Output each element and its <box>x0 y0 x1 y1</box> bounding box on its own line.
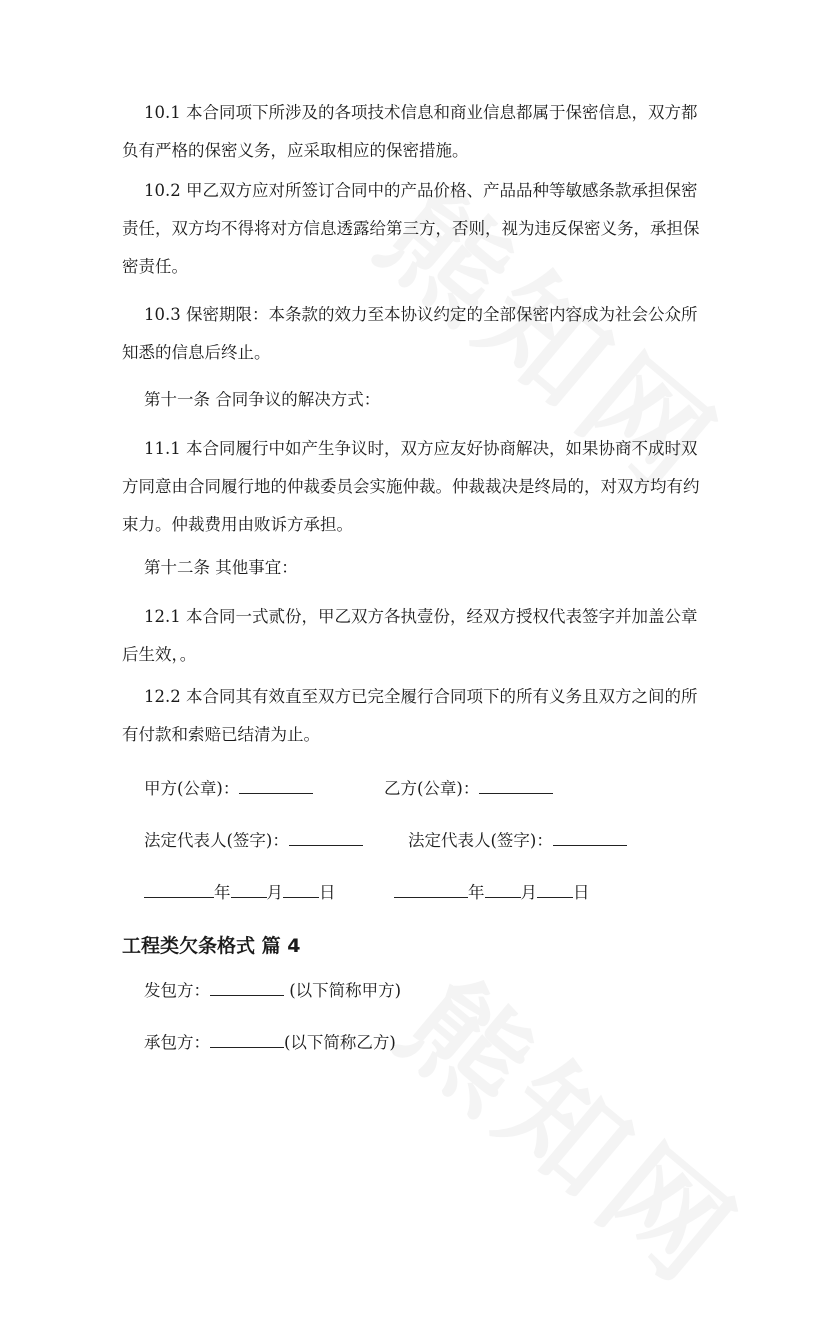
party-b-seal-blank <box>479 777 553 794</box>
party-b-date: 年 月 日 <box>394 880 590 906</box>
year-blank <box>144 881 214 898</box>
month-blank <box>231 881 267 898</box>
clause-12-1: 12.1 本合同一式贰份，甲乙双方各执壹份，经双方授权代表签字并加盖公章后生效，。 <box>122 607 698 664</box>
watermark <box>370 935 779 1317</box>
party-b-seal: 乙方(公章)： <box>384 776 553 802</box>
party-a-seal: 甲方(公章)： <box>144 776 313 802</box>
clause-12-2: 12.2 本合同其有效直至双方已完全履行合同项下的所有义务且双方之间的所有付款和索赔已结清为止。 <box>122 687 698 744</box>
day-blank <box>283 881 319 898</box>
party-b-representative: 法定代表人(签字)： <box>408 828 627 854</box>
party-a-representative: 法定代表人(签字)： <box>144 828 363 854</box>
rep-b-blank <box>553 829 627 846</box>
clause-11-1: 11.1 本合同履行中如产生争议时，双方应友好协商解决，如果协商不成时双方同意由合同履行地的仲裁委员会实施仲裁。仲裁裁决是终局的，对双方均有约束力。仲裁费用由败诉方承担。 <box>122 439 700 534</box>
party-a-seal-blank <box>239 777 313 794</box>
section-title: 工程类欠条格式 篇 4 <box>122 935 301 957</box>
day-blank <box>537 881 573 898</box>
month-blank <box>485 881 521 898</box>
article-12-heading: 第十二条 其他事宜： <box>144 558 298 577</box>
contractor-line: 承包方： (以下简称乙方) <box>144 1033 396 1052</box>
clause-10-2: 10.2 甲乙双方应对所签订合同中的产品价格、产品品种等敏感条款承担保密责任，双方均不得将对方信息透露给第三方，否则，视为违反保密义务，承担保密责任。 <box>122 181 700 276</box>
rep-a-blank <box>289 829 363 846</box>
article-11-heading: 第十一条 合同争议的解决方式： <box>144 390 381 409</box>
clause-10-3: 10.3 保密期限：本条款的效力至本协议约定的全部保密内容成为社会公众所知悉的信息后终止。 <box>122 305 698 362</box>
employer-line: 发包方： (以下简称甲方) <box>144 981 402 1000</box>
contractor-blank <box>210 1031 284 1048</box>
clause-10-1: 10.1 本合同项下所涉及的各项技术信息和商业信息都属于保密信息，双方都负有严格的保密义务，应采取相应的保密措施。 <box>122 103 698 160</box>
year-blank <box>394 881 468 898</box>
employer-blank <box>210 979 284 996</box>
party-a-date: 年 月 日 <box>144 880 336 906</box>
